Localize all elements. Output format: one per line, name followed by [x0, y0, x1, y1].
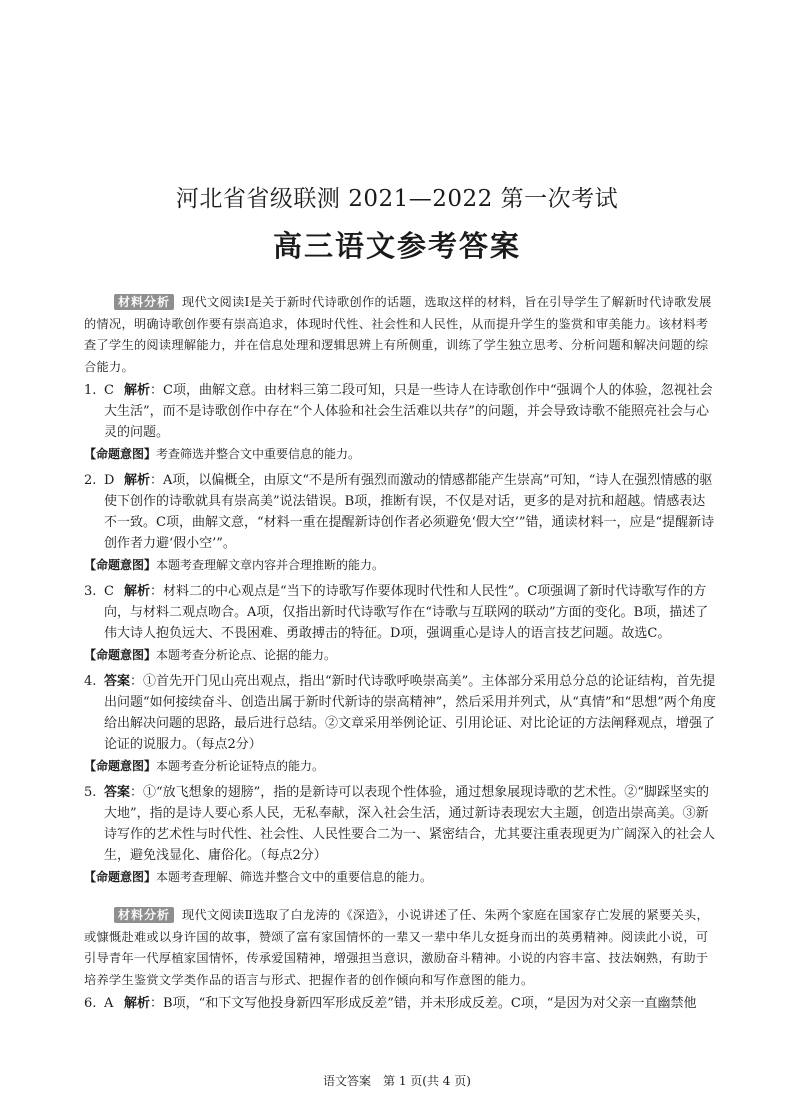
question-item: [84, 671, 716, 776]
analysis-text: 现代文阅读Ⅰ是关于新时代诗歌创作的话题，选取这样的材料，旨在引导学生了解新时代诗歌发展的情况，明确诗歌创作要有崇高追求，体现时代性、社会性和人民性，从而提升学生的鉴赏和审美能力。该材料考查了学生的阅读理解能力，并在信息处理和逻辑思辨上有所侧重，训练了学生独立思考、分析问题和解决问题的综合能力。: [84, 295, 712, 374]
exam-title: 河北省省级联测 2021—2022 第一次考试: [175, 186, 619, 212]
material-analysis-badge: 材料分析: [114, 294, 174, 310]
page-footer: 语文答案 第 1 页(共 4 页): [323, 1074, 471, 1088]
question-item: [84, 782, 716, 887]
answer-lead: 答案: [104, 674, 131, 689]
question-number: 5.: [84, 785, 97, 800]
material-analysis-badge: 材料分析: [114, 907, 174, 923]
intent-tag: 【命题意图】: [84, 870, 157, 884]
intent-tag: 【命题意图】: [84, 558, 157, 572]
answer-letter: A: [104, 996, 114, 1011]
explanation-lead: 解析: [124, 996, 151, 1011]
answer-text: ：①首先开门见山亮出观点，指出“新时代诗歌呼唤崇高美”。主体部分采用总分总的论证结构，首先提出问题“如何接续奋斗、创造出属于新时代新诗的崇高精神”，然后采用并列式，从“真情”和“思想”两个角度给出解决问题的思路，最后进行总结。②文章采用举例论证、引用论证、对比论证的方法阐释观点，增强了论证的说服力。（每点2分）: [104, 674, 716, 752]
question-number: 6.: [84, 996, 97, 1011]
answer-text: ：①“放飞想象的翅膀”，指的是新诗可以表现个性体验，通过想象展现诗歌的艺术性。②“脚踩坚实的大地”，指的是诗人要心系人民，无私奉献，深入社会生活，通过新诗表现宏大主题，创造出崇高美。③新诗写作的艺术性与时代性、社会性、人民性要合二为一、紧密结合，尤其要注重表现更为广阔深入的社会人生，避免浅显化、庸俗化。（每点2分）: [104, 785, 716, 863]
question-item: [84, 581, 716, 665]
intent-text: 考查筛选并整合文中重要信息的能力。: [156, 447, 361, 461]
section-reading-2: [84, 905, 716, 1014]
intent-text: 本题考查理解、筛选并整合文中的重要信息的能力。: [156, 870, 433, 884]
material-analysis: [84, 905, 716, 991]
explanation-lead: 解析: [124, 473, 151, 488]
material-analysis: [84, 292, 716, 378]
question-item: [84, 993, 716, 1014]
analysis-text: 现代文阅读Ⅱ选取了白龙涛的《深造》，小说讲述了任、朱两个家庭在国家存亡发展的紧要关头，或慷慨赴难或以身许国的故事，赞颂了富有家国情怀的一辈又一辈中华儿女挺身而出的英勇精神。阅读此小说，可引导青年一代厚植家国情怀，传承爱国精神，增强担当意识，激励奋斗精神。小说的内容丰富、技法娴熟，有助于培养学生鉴赏文学类作品的语言与形式、把握作者的创作倾向和写作意图的能力。: [84, 908, 709, 987]
explanation-lead: 解析: [124, 584, 151, 599]
explanation-text: ：B项，“和下文写他投身新四军形成反差”错，并未形成反差。C项，“是因为对父亲一直幽禁他: [150, 996, 697, 1011]
intent-text: 本题考查分析论点、论据的能力。: [156, 648, 337, 662]
explanation-text: ：C项，曲解文意。由材料三第二段可知，只是一些诗人在诗歌创作中“强调个人的体验，忽视社会大生活”，而不是诗歌创作中存在“个人体验和社会生活难以共存”的问题，并会导致诗歌不能照亮社会与心灵的问题。: [104, 383, 713, 440]
explanation-text: ：材料二的中心观点是“当下的诗歌写作要体现时代性和人民性”。C项强调了新时代诗歌写作的方向，与材料二观点吻合。A项，仅指出新时代诗歌写作在“诗歌与互联网的联动”方面的变化。B项，描述了伟大诗人抱负远大、不畏困难、勇敢搏击的特征。D项，强调重心是诗人的语言技艺问题。故选C。: [104, 584, 709, 641]
question-item: [84, 470, 716, 575]
answer-lead: 答案: [104, 785, 131, 800]
intent-tag: 【命题意图】: [84, 759, 157, 773]
answer-letter: C: [104, 584, 114, 599]
question-number: 3.: [84, 584, 97, 599]
intent-text: 本题考查理解文章内容并合理推断的能力。: [156, 558, 385, 572]
question-number: 2.: [84, 473, 97, 488]
question-number: 4.: [84, 674, 97, 689]
answer-letter: D: [104, 473, 115, 488]
explanation-text: ：A项，以偏概全，由原文“不是所有强烈而激动的情感都能产生崇高”可知，“诗人在强烈情感的驱使下创作的诗歌就具有崇高美”说法错误。B项，推断有误，不仅是对话，更多的是对抗和超越。情感表达不一致。C项，曲解文意，“材料一重在提醒新诗创作者必须避免‘假大空’”错，通读材料一，应是“提醒新诗创作者力避‘假小空’”。: [104, 473, 715, 551]
section-reading-1: [84, 292, 716, 893]
document-title: 高三语文参考答案: [272, 229, 521, 263]
intent-tag: 【命题意图】: [84, 648, 157, 662]
intent-tag: 【命题意图】: [84, 447, 157, 461]
explanation-lead: 解析: [124, 383, 151, 398]
question-number: 1.: [84, 383, 97, 398]
intent-text: 本题考查分析论证特点的能力。: [156, 759, 325, 773]
answer-letter: C: [104, 383, 114, 398]
question-item: [84, 380, 716, 464]
